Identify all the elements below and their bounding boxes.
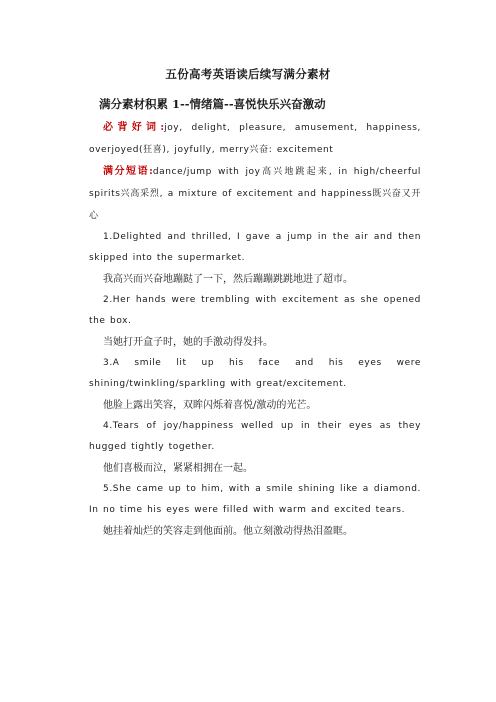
sentence-en-1: 1.Delighted and thrilled, I gave a jump in the air and then skipped into the supermarket. — [89, 232, 421, 263]
phrases-paragraph — [89, 161, 421, 227]
sentence-zh-4: 他们喜极而泣，紧紧相拥在一起。 — [103, 463, 253, 474]
sentence-zh-1: 我高兴而兴奋地蹦跶了一下，然后蹦蹦跳跳地进了超市。 — [103, 274, 353, 285]
sentence-en-2: 2.Her hands were trembling with excitement as she opened the box. — [89, 295, 421, 326]
phrases-text: dance/jump with joy高兴地跳起来, in high/cheerful spirits兴高采烈, a mixture of excitement and happiness既兴奋又开心 — [89, 167, 421, 221]
sentence-zh-2: 当她打开盒子时，她的手激动得发抖。 — [103, 337, 273, 348]
sentence-en-5: 5.She came up to him, with a smile shining like a diamond. In no time his eyes were filled with warm and excited tears. — [89, 484, 421, 515]
sentence-zh-3: 他脸上露出笑容，双眸闪烁着喜悦/激动的光芒。 — [103, 400, 317, 411]
page-title: 五份高考英语读后续写满分素材 — [165, 67, 331, 81]
sentence-zh-5: 她挂着灿烂的笑容走到他面前。他立刻激动得热泪盈眶。 — [103, 526, 353, 537]
vocabulary-paragraph — [89, 117, 421, 161]
vocabulary-label: 必背好词: — [103, 122, 165, 133]
document-body — [89, 117, 421, 542]
section-heading: 满分素材积累 1--情绪篇--喜悦快乐兴奋激动 — [99, 97, 326, 111]
sentence-en-4: 4.Tears of joy/happiness welled up in their eyes as they hugged tightly together. — [89, 421, 421, 452]
phrases-label: 满分短语: — [103, 166, 153, 177]
sentence-en-3: 3.A smile lit up his face and his eyes were shining/twinkling/sparkling with great/excitement. — [89, 358, 421, 389]
vocabulary-text: joy, delight, pleasure, amusement, happiness, overjoyed(狂喜), joyfully, merry兴奋: excitement — [89, 123, 421, 155]
